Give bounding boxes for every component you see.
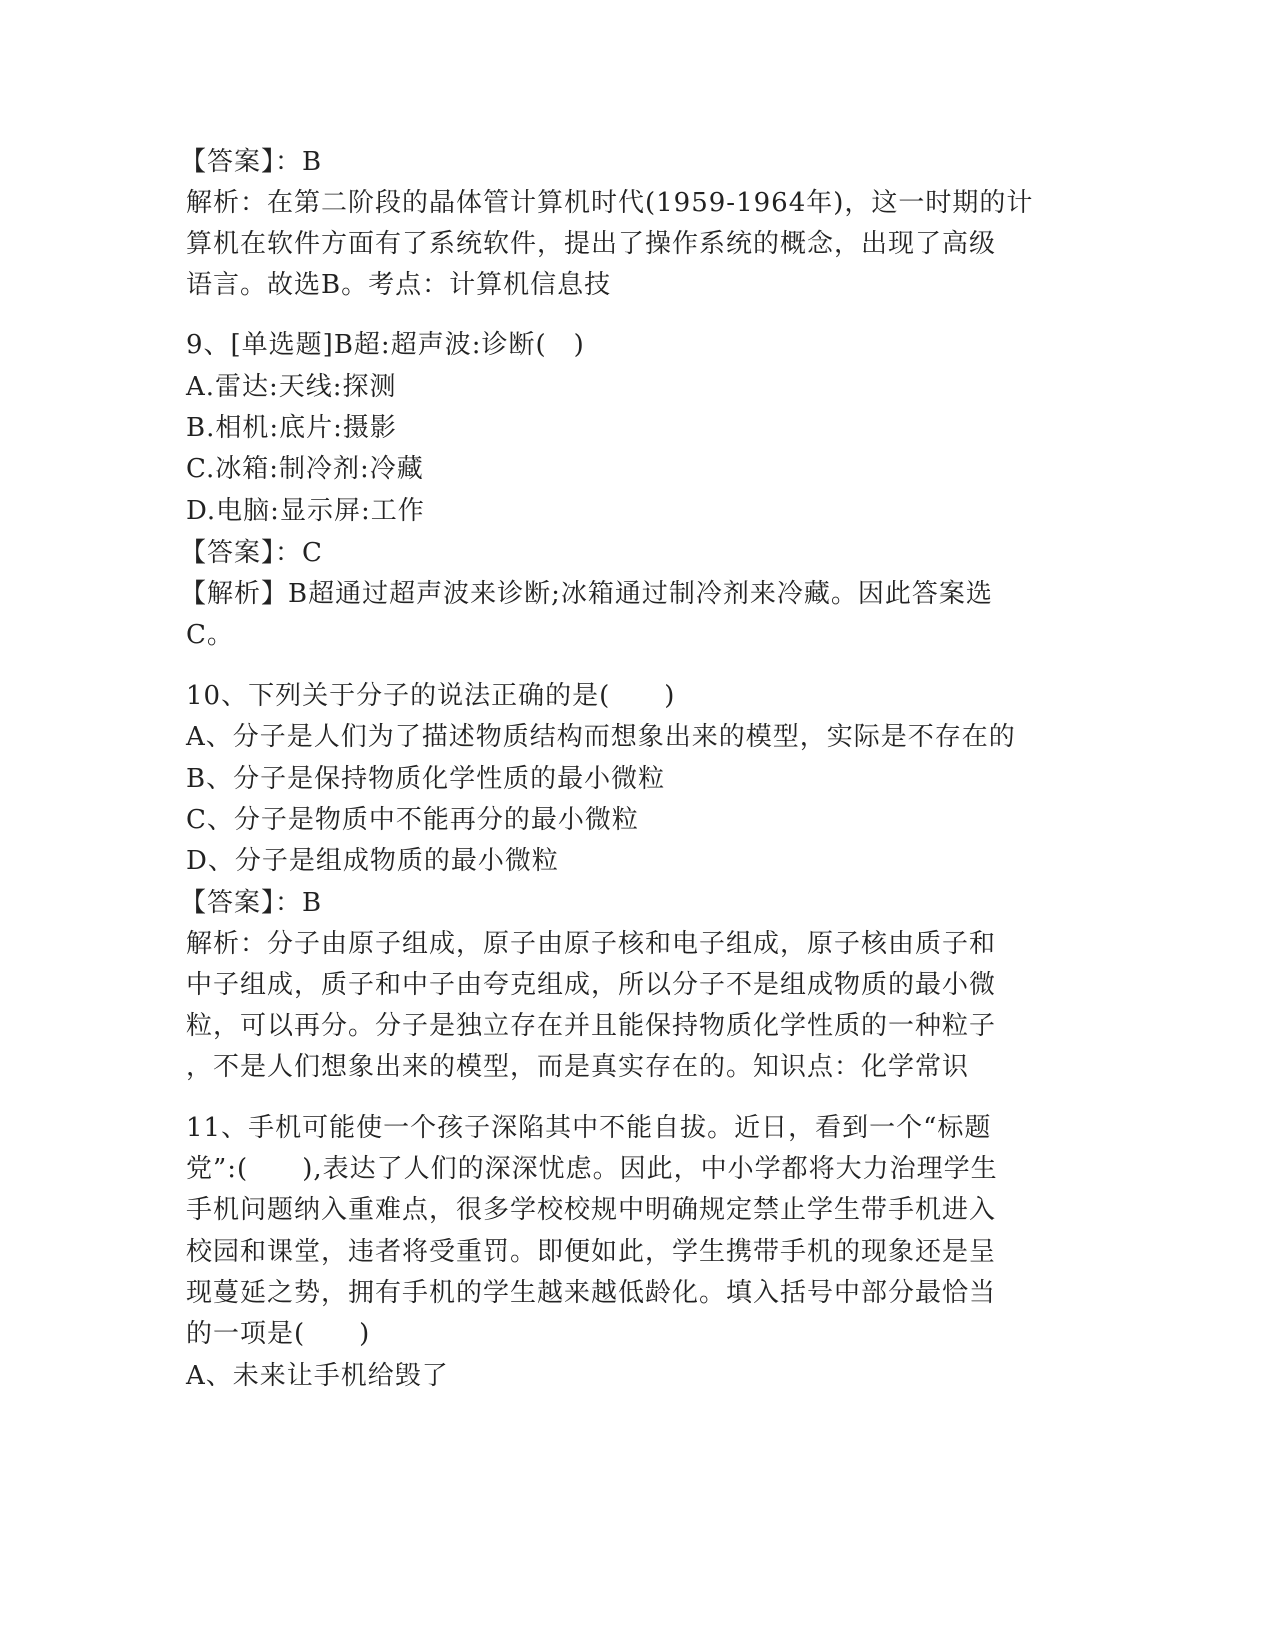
option-b: B.相机:底片:摄影 (186, 413, 397, 443)
question-stem: 现蔓延之势，拥有手机的学生越来越低龄化。填入括号中部分最恰当 (186, 1278, 997, 1308)
question-stem: 手机问题纳入重难点，很多学校校规中明确规定禁止学生带手机进入 (186, 1195, 997, 1225)
explanation-line: 解析：分子由原子组成，原子由原子核和电子组成，原子核由质子和 (186, 929, 997, 959)
option-a: A、分子是人们为了描述物质结构而想象出来的模型，实际是不存在的 (186, 722, 1016, 752)
explanation-line: ，不是人们想象出来的模型，而是真实存在的。知识点：化学常识 (186, 1052, 970, 1082)
option-b: B、分子是保持物质化学性质的最小微粒 (186, 764, 666, 794)
question-stem: 的一项是( ) (186, 1319, 371, 1349)
answer-label: 【答案】：B (180, 888, 323, 918)
option-d: D.电脑:显示屏:工作 (186, 496, 425, 526)
explanation-line: 【解析】B超通过超声波来诊断;冰箱通过制冷剂来冷藏。因此答案选 (180, 579, 993, 609)
explanation-line: 粒，可以再分。分子是独立存在并且能保持物质化学性质的一种粒子 (186, 1011, 997, 1041)
option-c: C.冰箱:制冷剂:冷藏 (186, 454, 424, 484)
option-d: D、分子是组成物质的最小微粒 (186, 846, 559, 876)
explanation-line: 中子组成，质子和中子由夸克组成，所以分子不是组成物质的最小微 (186, 970, 997, 1000)
explanation-line: C。 (186, 620, 234, 650)
question-stem: 10、下列关于分子的说法正确的是( ) (186, 681, 676, 711)
option-c: C、分子是物质中不能再分的最小微粒 (186, 805, 639, 835)
question-stem: 11、手机可能使一个孩子深陷其中不能自拔。近日，看到一个“标题 (186, 1113, 992, 1143)
explanation-line: 语言。故选B。考点：计算机信息技 (186, 270, 612, 300)
question-stem: 9、[单选题]B超:超声波:诊断( ) (186, 330, 585, 360)
answer-label: 【答案】：C (180, 538, 323, 568)
answer-label: 【答案】：B (180, 147, 323, 177)
question-stem: 校园和课堂，违者将受重罚。即便如此，学生携带手机的现象还是呈 (186, 1237, 997, 1267)
option-a: A、未来让手机给毁了 (186, 1361, 449, 1391)
explanation-line: 解析：在第二阶段的晶体管计算机时代(1959-1964年)，这一时期的计 (186, 188, 1034, 218)
question-stem: 党”:( ),表达了人们的深深忧虑。因此，中小学都将大力治理学生 (186, 1154, 998, 1184)
explanation-line: 算机在软件方面有了系统软件，提出了操作系统的概念，出现了高级 (186, 229, 997, 259)
option-a: A.雷达:天线:探测 (186, 372, 397, 402)
